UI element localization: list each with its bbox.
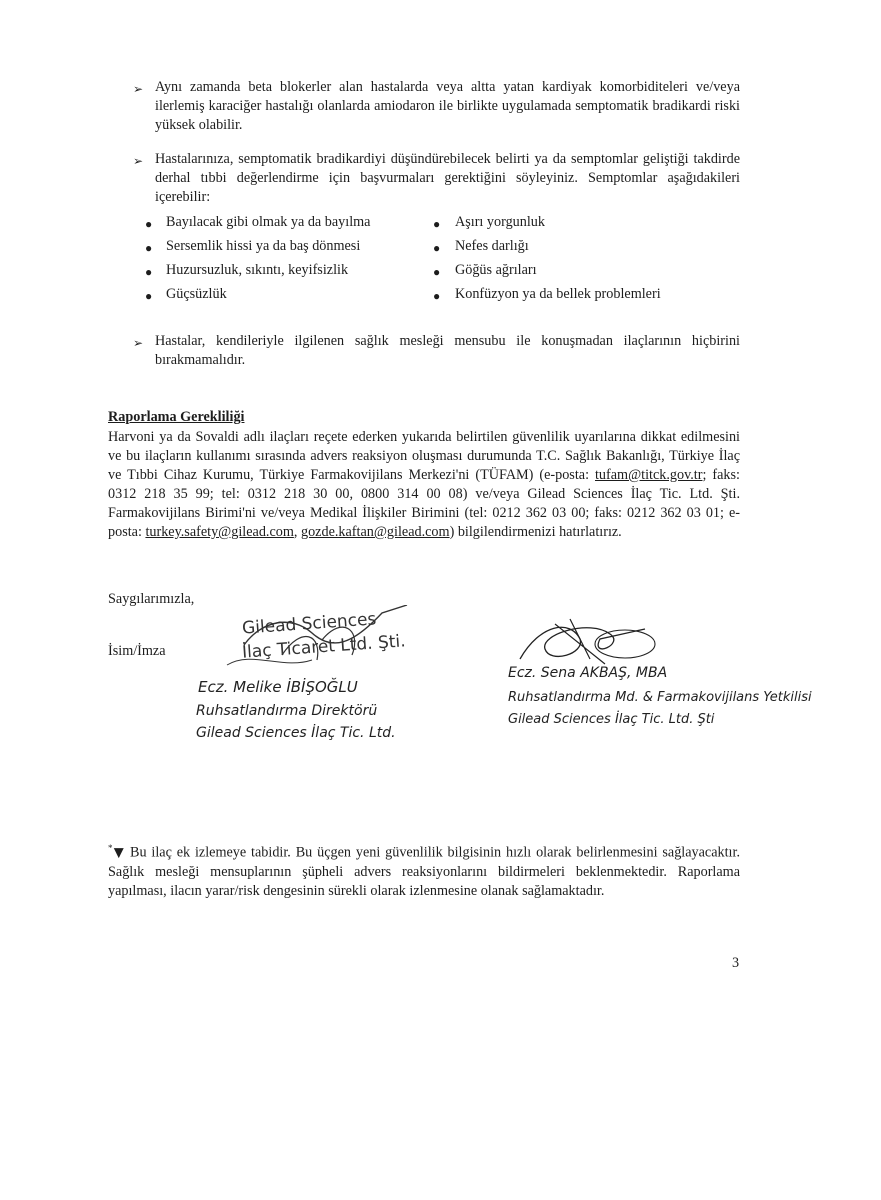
signatory-right-company: Gilead Sciences İlaç Tic. Ltd. Şti — [508, 712, 715, 727]
reporting-text: ) bilgilendirmenizi hatırlatırız. — [449, 524, 622, 540]
signatory-left-title: Ruhsatlandırma Direktörü — [196, 703, 378, 719]
footnote-marker: * — [108, 843, 113, 853]
signatory-right-name: Ecz. Sena AKBAŞ, MBA — [508, 665, 668, 681]
stamp-line-2: İlaç Ticaret Ltd. Şti. — [241, 631, 407, 663]
symptom-item: Sersemlik hissi ya da baş dönmesi — [166, 238, 361, 254]
bullet-dot-icon: ● — [433, 217, 441, 231]
reporting-text: ; faks: 0312 218 35 99; tel: 0312 218 30 00, 0800 314 00 08) ve/veya Gilead Sciences İlaç Tic. Ltd. Şti. Farmakovijilans Birimi'ni ve/veya Medikal İlişkiler Birimini (tel: 0212 362 03 00; faks: 0212 362 03 01; e-posta: — [108, 467, 740, 540]
footnote-text: Bu ilaç ek izlemeye tabidir. Bu üçgen yeni güvenlilik bilgisinin hızlı olarak belirlenmesini sağlayacaktır. Sağlık mesleği mensuplarının şüpheli advers reaksiyonlarını bildirmeleri beklenmektedir. Raporlama yapılması, ilacın yarar/risk dengesinin sürekli olarak izlenmesine olanak sağlamaktadır. — [108, 844, 740, 899]
symptom-item: Güçsüzlük — [166, 286, 227, 302]
symptom-item: Bayılacak gibi olmak ya da bayılma — [166, 214, 371, 230]
black-triangle-icon: ▼ — [112, 845, 126, 861]
company-stamp — [222, 605, 422, 675]
bullet-dot-icon: ● — [145, 265, 153, 279]
footnote-paragraph — [108, 839, 740, 901]
bullet-dot-icon: ● — [433, 265, 441, 279]
stamp-line-1: Gilead Sciences — [241, 609, 377, 639]
reporting-text: Harvoni ya da Sovaldi adlı ilaçları reçete ederken yukarıda belirtilen güvenlilik uyarılarına dikkat edilmesini ve bu ilaçların kullanımı sırasında advers reaksiyon oluşması durumunda T.C. Sağlık Bakanlığı, Türkiye İlaç ve Tıbbi Cihaz Kurumu, Türkiye Farmakovijilans Merkezi'ni (TÜFAM) (e-posta: — [108, 429, 740, 483]
bullet-dot-icon: ● — [433, 241, 441, 255]
email-link[interactable]: tufam@titck.gov.tr — [594, 467, 703, 483]
closing-text: Saygılarımızla, — [108, 591, 195, 607]
signatory-right-title: Ruhsatlandırma Md. & Farmakovijilans Yetkilisi — [508, 690, 812, 705]
reporting-text: , — [293, 524, 301, 540]
bullet-dot-icon: ● — [433, 289, 441, 303]
arrow-bullet-icon: ➢ — [133, 82, 144, 96]
email-link[interactable]: gozde.kaftan@gilead.com — [300, 524, 450, 540]
reporting-heading — [108, 408, 244, 427]
signatory-left-company: Gilead Sciences İlaç Tic. Ltd. — [196, 725, 396, 741]
page-number: 3 — [732, 955, 740, 971]
instruction-paragraph: Hastalarınıza, semptomatik bradikardiyi düşündürebilecek belirti ya da semptomlar geliştiği takdirde derhal tıbbi değerlendirme için başvurmaları gerektiğini söyleyiniz. Semptomlar aşağıdakileri içerebilir: — [155, 151, 740, 205]
name-signature-label: İsim/İmza — [108, 643, 166, 659]
bullet-dot-icon: ● — [145, 241, 153, 255]
arrow-bullet-icon: ➢ — [133, 154, 144, 168]
symptom-item: Huzursuzluk, sıkıntı, keyifsizlik — [166, 262, 349, 278]
arrow-bullet-icon: ➢ — [133, 336, 144, 350]
reporting-paragraph — [108, 428, 740, 542]
patient-advice-paragraph: Hastalar, kendileriyle ilgilenen sağlık mesleği mensubu ile konuşmadan ilaçlarının hiçbirini bırakmamalıdır. — [155, 333, 740, 368]
symptom-item: Konfüzyon ya da bellek problemleri — [455, 286, 661, 302]
bullet-dot-icon: ● — [145, 217, 153, 231]
email-link[interactable]: turkey.safety@gilead.com — [145, 524, 294, 540]
symptom-item: Nefes darlığı — [455, 238, 529, 254]
reporting-heading-text: Raporlama Gerekliliği — [108, 409, 245, 425]
signatory-left-name: Ecz. Melike İBİŞOĞLU — [198, 678, 358, 696]
symptom-item: Aşırı yorgunluk — [455, 214, 545, 230]
warning-paragraph: Aynı zamanda beta blokerler alan hastalarda veya altta yatan kardiyak komorbiditeleri ve/veya ilerlemiş karaciğer hastalığı olanlarda amiodaron ile birlikte uygulamada semptomatik bradikardi riski yüksek olabilir. — [155, 79, 740, 133]
bullet-dot-icon: ● — [145, 289, 153, 303]
symptom-item: Göğüs ağrıları — [455, 262, 537, 278]
